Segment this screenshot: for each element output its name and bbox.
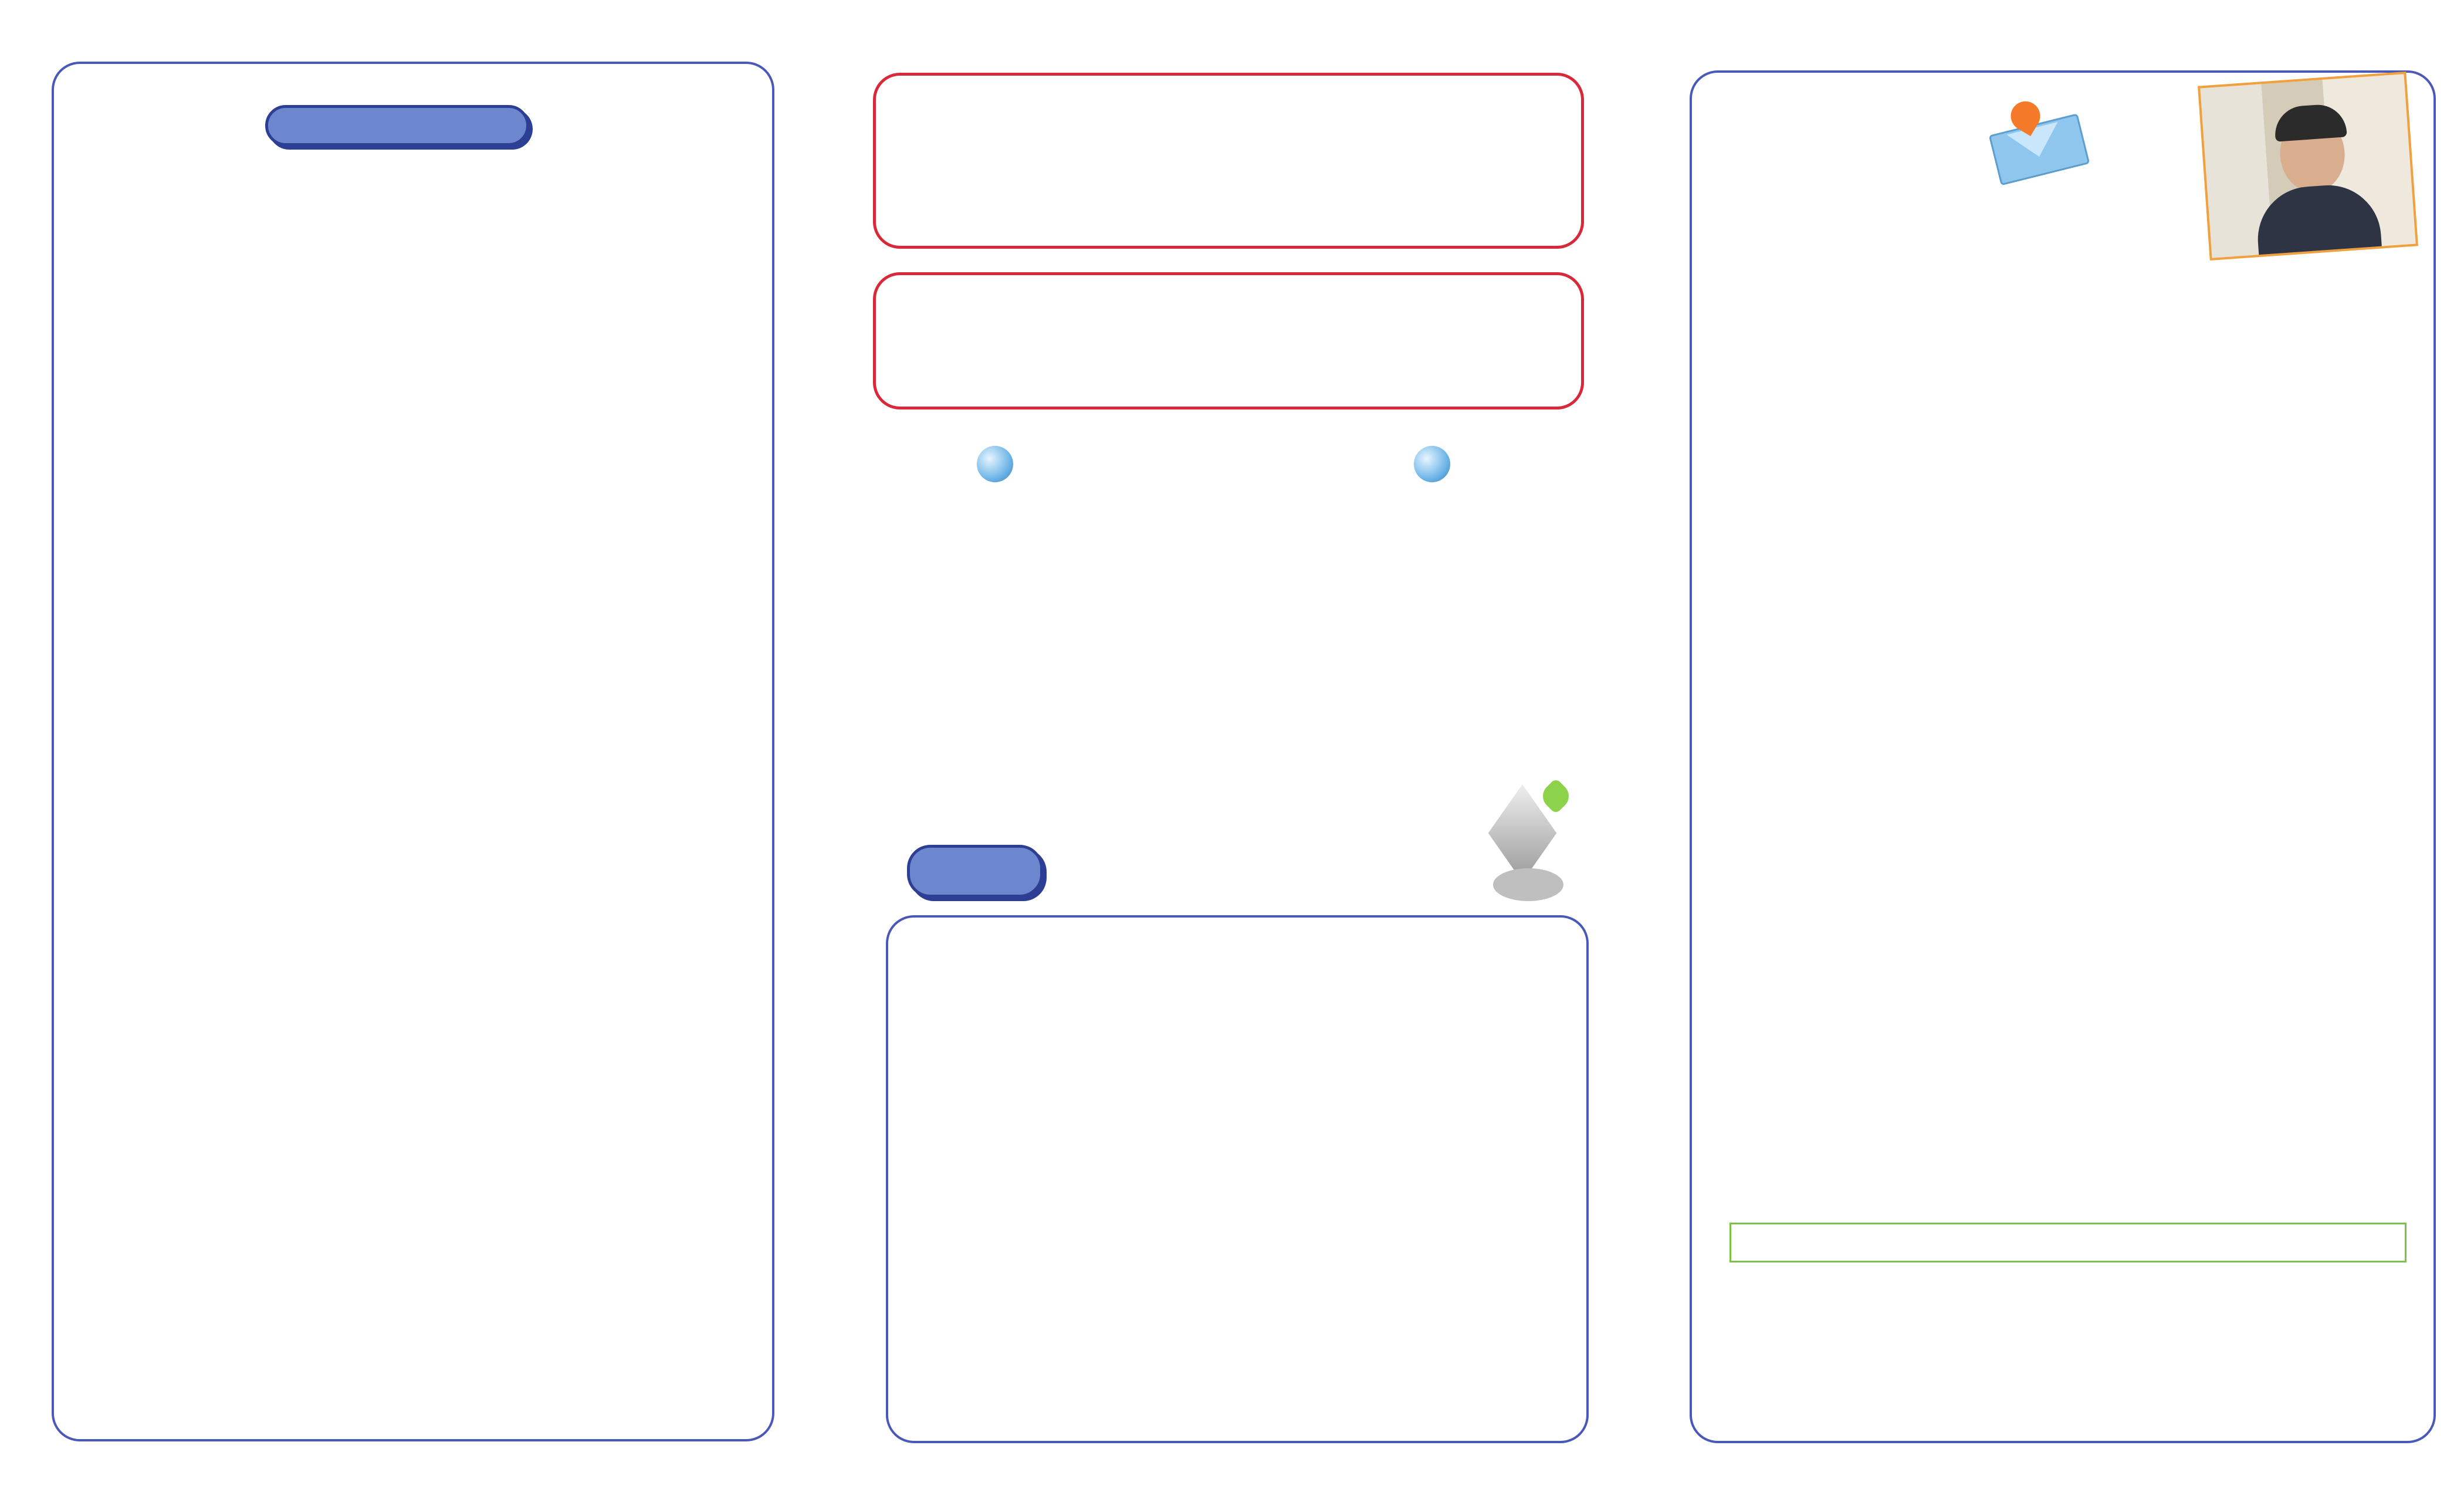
ellipse-decoration [1493, 868, 1563, 901]
pastor-photo [2198, 72, 2418, 260]
reading-title [1731, 1224, 2406, 1262]
order-block-1 [70, 310, 763, 615]
order-block-2 [54, 739, 764, 926]
pastor-letter-panel [1690, 70, 2436, 1443]
next-week-box [873, 73, 1584, 249]
order-block-3 [54, 944, 764, 1308]
worship-title [265, 105, 529, 146]
envelope-icon [1985, 98, 2086, 182]
offering-title [907, 845, 1043, 898]
heart-icon [1538, 778, 1574, 814]
wednesday-study-box [873, 272, 1584, 409]
worship-order-panel [52, 62, 774, 1441]
offering-panel [886, 915, 1589, 1443]
bubble-icon [977, 446, 1013, 482]
bible-reading-table [1729, 1223, 2407, 1263]
bubble-icon [1414, 446, 1450, 482]
